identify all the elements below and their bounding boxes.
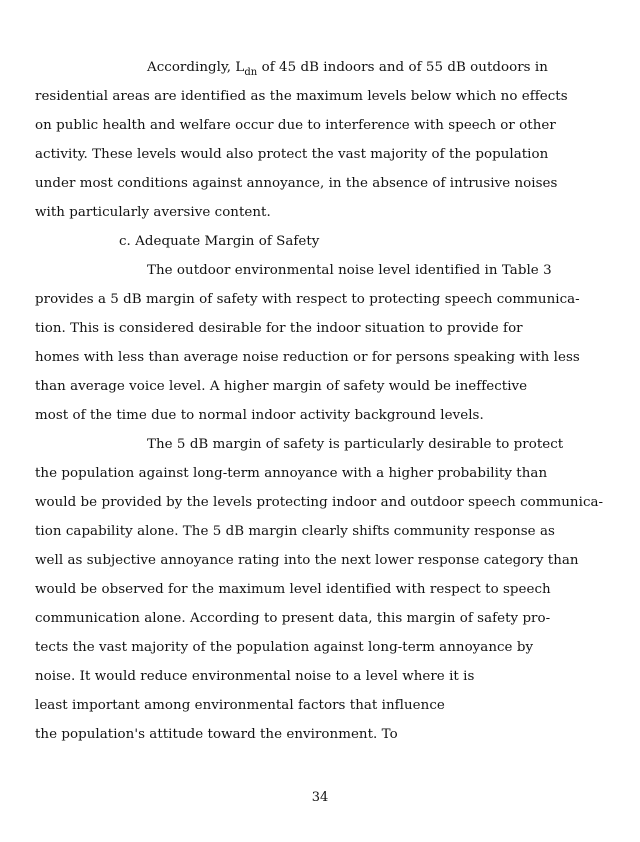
para3-line-6: would be observed for the maximum level identified with respect to speech — [35, 582, 551, 597]
para3-line-5: well as subjective annoyance rating into the next lower response category than — [35, 553, 579, 568]
para3-line-9: noise. It would reduce environmental noise to a level where it is — [35, 669, 475, 684]
para2-line-1: The outdoor environmental noise level identified in Table 3 — [147, 263, 552, 278]
para2-line-3: tion. This is considered desirable for the indoor situation to provide for — [35, 321, 523, 336]
para2-line-6: most of the time due to normal indoor activity background levels. — [35, 408, 484, 423]
para2-line-4: homes with less than average noise reduction or for persons speaking with less — [35, 350, 580, 365]
para1-line-3: on public health and welfare occur due to interference with speech or other — [35, 118, 556, 133]
para1-line-1 — [147, 59, 548, 77]
para2-line-5: than average voice level. A higher margin of safety would be ineffective — [35, 379, 528, 394]
para1-line-2: residential areas are identified as the maximum levels below which no effects — [35, 89, 568, 104]
para3-line-2: the population against long-term annoyance with a higher probability than — [35, 466, 548, 481]
para1-line-6: with particularly aversive content. — [35, 205, 271, 220]
para1-line-1-pre: Accordingly, L — [147, 60, 245, 75]
para1-line-5: under most conditions against annoyance, in the absence of intrusive noises — [35, 176, 558, 191]
para2-line-2: provides a 5 dB margin of safety with respect to protecting speech communica- — [35, 292, 580, 307]
para3-line-3: would be provided by the levels protecting indoor and outdoor speech communica- — [35, 495, 604, 510]
para3-line-7: communication alone. According to present data, this margin of safety pro- — [35, 611, 551, 626]
para3-line-11: the population's attitude toward the environment. To — [35, 727, 398, 742]
para1-line-1-post: of 45 dB indoors and of 55 dB outdoors in — [257, 60, 548, 75]
section-heading: c. Adequate Margin of Safety — [119, 234, 320, 249]
ldn-subscript: dn — [244, 67, 258, 78]
page-number: 34 — [311, 790, 329, 805]
para3-line-10: least important among environmental factors that influence — [35, 698, 445, 713]
para3-line-8: tects the vast majority of the population against long-term annoyance by — [35, 640, 534, 655]
para3-line-4: tion capability alone. The 5 dB margin clearly shifts community response as — [35, 524, 555, 539]
para3-line-1: The 5 dB margin of safety is particularly desirable to protect — [147, 437, 564, 452]
para1-line-4: activity. These levels would also protect the vast majority of the population — [35, 147, 549, 162]
